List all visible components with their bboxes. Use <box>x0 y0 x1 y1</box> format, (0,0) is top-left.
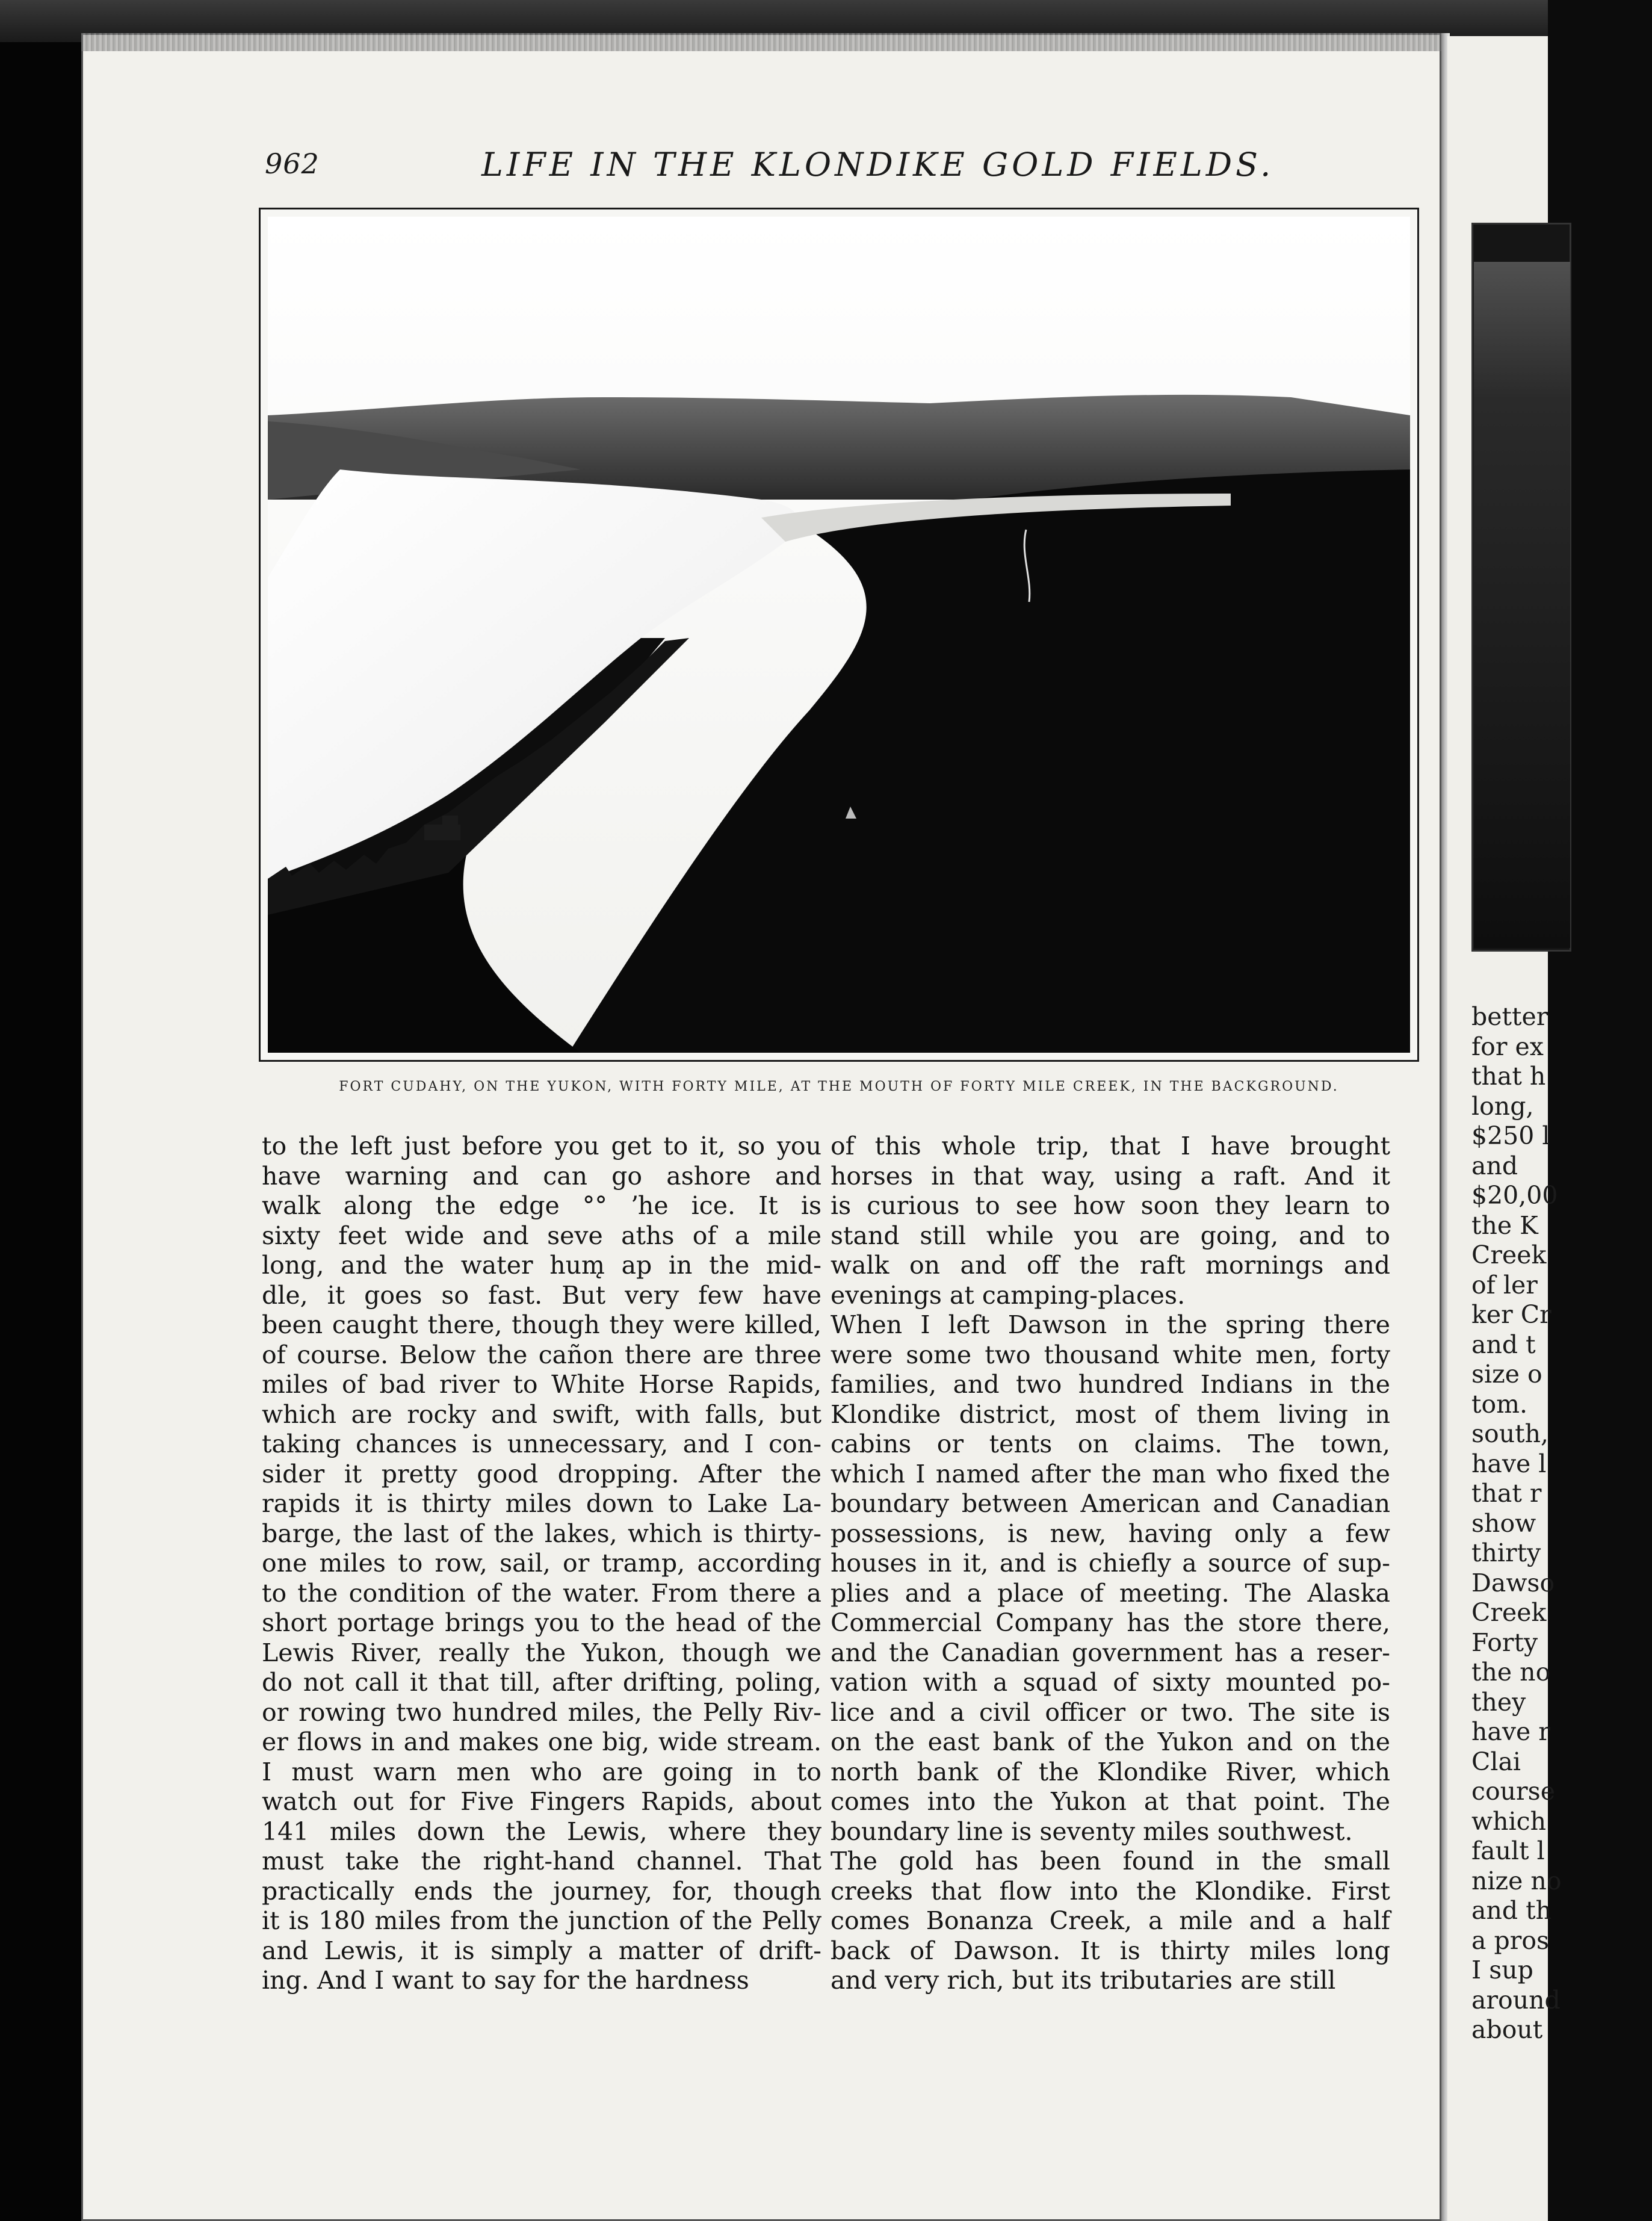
text-line: comes into the Yukon at that point. The <box>831 1787 1390 1816</box>
adjacent-page-text <box>1471 1002 1652 2045</box>
adjacent-text-line: Creek <box>1471 1241 1547 1269</box>
text-line: 141 miles down the Lewis, where they <box>262 1817 821 1846</box>
text-column-right <box>831 1132 1390 1996</box>
photograph-frame <box>259 208 1419 1062</box>
adjacent-text-line: which <box>1471 1806 1546 1836</box>
text-line: The gold has been found in the small <box>831 1847 1390 1876</box>
adjacent-page-strip <box>1447 36 1562 2221</box>
adjacent-text-line: the no <box>1471 1658 1551 1687</box>
text-line: Lewis River, really the Yukon, though we <box>262 1638 821 1667</box>
adjacent-text-line: course <box>1471 1777 1555 1806</box>
adjacent-text-line: tom. <box>1471 1389 1528 1419</box>
text-line: long, and the water hum̨ ap in the mid- <box>262 1251 821 1280</box>
adjacent-text-line: size o <box>1471 1360 1542 1389</box>
text-line: short portage brings you to the head of the <box>262 1608 821 1637</box>
running-head: LIFE IN THE KLONDIKE GOLD FIELDS. <box>481 146 1275 184</box>
adjacent-page-illustration-inner <box>1474 262 1570 948</box>
text-line: horses in that way, using a raft. And it <box>831 1161 1390 1191</box>
text-line: Commercial Company has the store there, <box>831 1608 1390 1637</box>
text-line: cabins or tents on claims. The town, <box>831 1430 1390 1458</box>
adjacent-text-line: that r <box>1471 1479 1542 1508</box>
text-line: boundary line is seventy miles southwest. <box>831 1817 1353 1846</box>
text-line: must take the right-hand channel. That <box>262 1847 821 1876</box>
photograph-caption: FORT CUDAHY, ON THE YUKON, WITH FORTY MILE, AT THE MOUTH OF FORTY MILE CREEK, IN THE BACKGROUND. <box>339 1079 1339 1094</box>
adjacent-text-line: $250 l <box>1471 1121 1550 1150</box>
text-line: on the east bank of the Yukon and on the <box>831 1727 1390 1756</box>
scan-background-left <box>0 0 84 2221</box>
adjacent-text-line: around <box>1471 1985 1561 2015</box>
adjacent-text-line: and t <box>1471 1330 1536 1359</box>
text-line: dle, it goes so fast. But very few have <box>262 1280 821 1310</box>
adjacent-text-line: and <box>1471 1151 1518 1180</box>
text-line: have warning and can go ashore and <box>262 1161 821 1191</box>
adjacent-text-line: have r <box>1471 1717 1550 1746</box>
text-line: to the condition of the water. From there a <box>262 1578 821 1608</box>
text-line: When I left Dawson in the spring there <box>831 1310 1390 1339</box>
text-line: boundary between American and Canadian <box>831 1489 1390 1518</box>
text-line: back of Dawson. It is thirty miles long <box>831 1936 1390 1965</box>
adjacent-text-line: for ex <box>1471 1032 1544 1061</box>
text-line: barge, the last of the lakes, which is thirty- <box>262 1519 821 1548</box>
text-line: stand still while you are going, and to <box>831 1221 1390 1250</box>
page-top-edge <box>81 33 1441 51</box>
adjacent-text-line: Clai <box>1471 1747 1521 1776</box>
adjacent-text-line: $20,00 <box>1471 1181 1558 1210</box>
text-line: which I named after the man who fixed the <box>831 1459 1390 1488</box>
adjacent-text-line: Dawso <box>1471 1568 1555 1597</box>
text-line: were some two thousand white men, forty <box>831 1340 1390 1369</box>
text-line: er flows in and makes one big, wide stream. <box>262 1727 821 1756</box>
text-column-left <box>262 1132 821 1996</box>
text-line: of this whole trip, that I have brought <box>831 1132 1390 1160</box>
adjacent-text-line: Creek <box>1471 1598 1547 1627</box>
page-number: 962 <box>265 147 320 180</box>
adjacent-text-line: that h <box>1471 1062 1546 1091</box>
text-line: is curious to see how soon they learn to <box>831 1191 1390 1220</box>
text-line: one miles to row, sail, or tramp, according <box>262 1549 821 1578</box>
text-line: plies and a place of meeting. The Alaska <box>831 1578 1390 1608</box>
text-line: walk on and off the raft mornings and <box>831 1251 1390 1280</box>
text-line: possessions, is new, having only a few <box>831 1519 1390 1548</box>
text-line: taking chances is unnecessary, and I con- <box>262 1430 821 1458</box>
text-line: walk along the edge °° ʼhe ice. It is <box>262 1191 821 1220</box>
text-line: lice and a civil officer or two. The site is <box>831 1697 1390 1727</box>
text-line: or rowing two hundred miles, the Pelly Riv- <box>262 1697 821 1727</box>
text-line: sider it pretty good dropping. After the <box>262 1459 821 1488</box>
adjacent-text-line: about <box>1471 2015 1543 2044</box>
adjacent-text-line: long, <box>1471 1091 1534 1121</box>
text-line: watch out for Five Fingers Rapids, about <box>262 1787 821 1816</box>
text-line: creeks that flow into the Klondike. First <box>831 1876 1390 1906</box>
text-line: practically ends the journey, for, though <box>262 1876 821 1906</box>
text-line: sixty feet wide and seve aths of a mile <box>262 1221 821 1250</box>
text-line: miles of bad river to White Horse Rapids, <box>262 1370 821 1399</box>
text-line: to the left just before you get to it, so you <box>262 1132 821 1160</box>
text-line: of course. Below the cañon there are three <box>262 1340 821 1369</box>
text-line: I must warn men who are going in to <box>262 1757 821 1786</box>
adjacent-text-line: of ler <box>1471 1270 1538 1299</box>
text-line: Klondike district, most of them living in <box>831 1399 1390 1429</box>
text-line: and the Canadian government has a reser- <box>831 1638 1390 1667</box>
adjacent-text-line: a pros <box>1471 1925 1550 1955</box>
adjacent-text-line: the K <box>1471 1210 1538 1240</box>
adjacent-text-line: ker Cr <box>1471 1300 1551 1329</box>
text-line: comes Bonanza Creek, a mile and a half <box>831 1906 1390 1935</box>
river-landscape-photograph <box>268 217 1410 1053</box>
text-line: do not call it that till, after drifting, poling, <box>262 1668 821 1697</box>
text-line: houses in it, and is chiefly a source of sup- <box>831 1549 1390 1578</box>
text-line: ing. And I want to say for the hardness <box>262 1966 749 1995</box>
adjacent-text-line: better <box>1471 1002 1548 1031</box>
text-line: it is 180 miles from the junction of the Pelly <box>262 1906 821 1935</box>
text-line: vation with a squad of sixty mounted po- <box>831 1668 1390 1697</box>
adjacent-text-line: south, <box>1471 1419 1549 1448</box>
adjacent-text-line: they <box>1471 1687 1526 1717</box>
text-line: been caught there, though they were killed, <box>262 1310 821 1339</box>
adjacent-text-line: show <box>1471 1508 1536 1538</box>
adjacent-text-line: Forty <box>1471 1628 1538 1657</box>
text-line: north bank of the Klondike River, which <box>831 1757 1390 1786</box>
text-line: which are rocky and swift, with falls, but <box>262 1399 821 1429</box>
adjacent-text-line: thirty <box>1471 1538 1541 1567</box>
text-line: families, and two hundred Indians in the <box>831 1370 1390 1399</box>
text-line: rapids it is thirty miles down to Lake La- <box>262 1489 821 1518</box>
text-line: and very rich, but its tributaries are still <box>831 1966 1336 1995</box>
adjacent-text-line: I sup <box>1471 1956 1533 1984</box>
text-line: and Lewis, it is simply a matter of drift- <box>262 1936 821 1965</box>
adjacent-text-line: fault l <box>1471 1836 1545 1865</box>
adjacent-text-line: have l <box>1471 1449 1547 1478</box>
text-line: evenings at camping-places. <box>831 1280 1186 1310</box>
adjacent-text-line: and th <box>1471 1896 1552 1925</box>
adjacent-text-line: nize no <box>1471 1866 1562 1895</box>
